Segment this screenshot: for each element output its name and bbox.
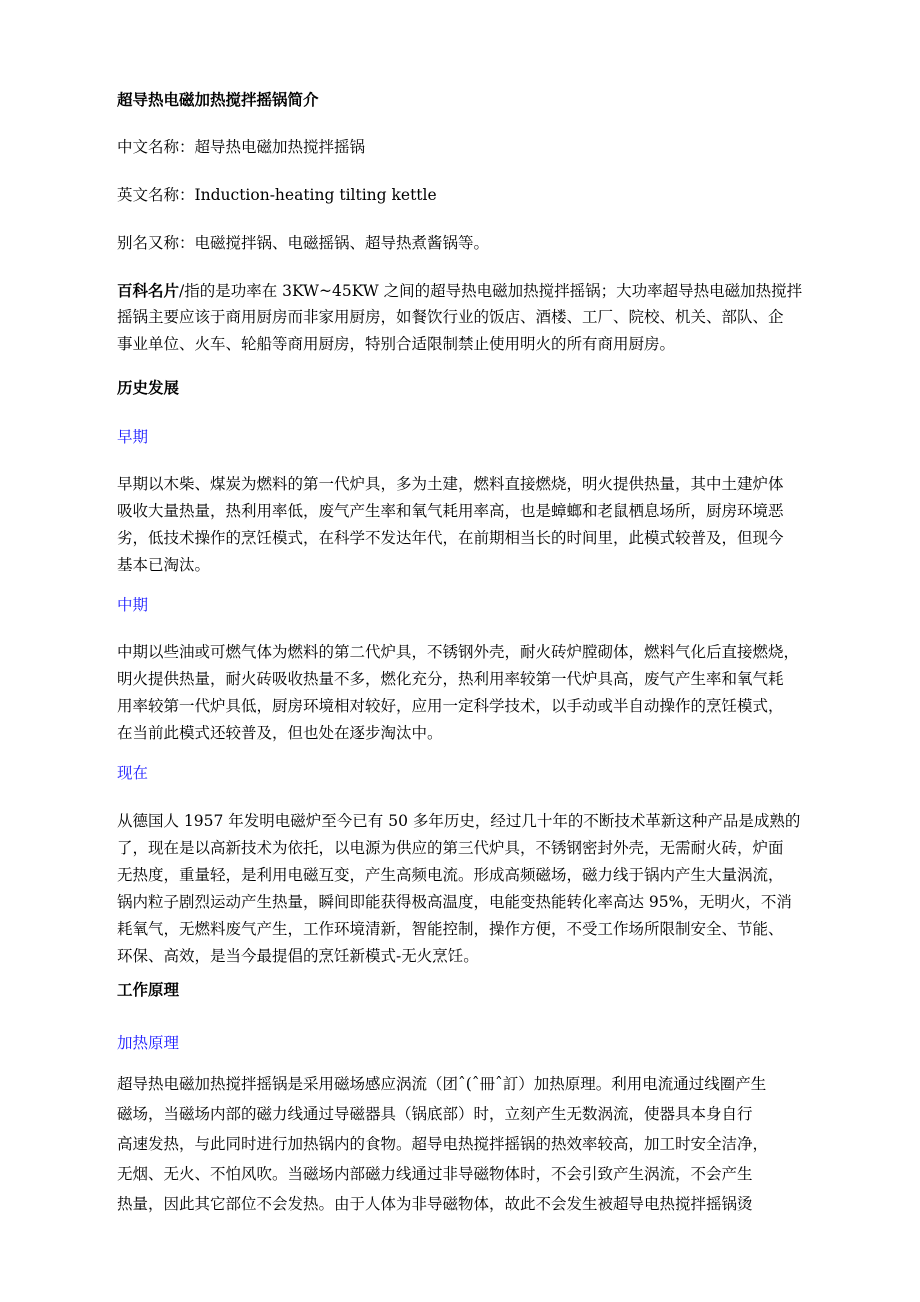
text-line: 无烟、无火、不怕风吹。当磁场内部磁力线通过非导磁物体时，不会引致产生涡流，不会产生 <box>117 1165 753 1183</box>
text-line: 早期以木柴、煤炭为燃料的第一代炉具，多为土建，燃料直接燃烧，明火提供热量，其中土建炉体 <box>117 475 784 493</box>
present-paragraph <box>117 808 827 970</box>
text-line: 热量，因此其它部位不会发热。由于人体为非导磁物体，故此不会发生被超导电热搅拌摇锅烫 <box>117 1195 753 1213</box>
text-line: 事业单位、火车、轮船等商用厨房，特别合适限制禁止使用明火的所有商用厨房。 <box>117 335 676 353</box>
text-line: 摇锅主要应该于商用厨房而非家用厨房，如餐饮行业的饭店、酒楼、工厂、院校、机关、部队、企 <box>117 308 784 326</box>
heating-subheading: 加热原理 <box>117 1034 180 1052</box>
aliases: 别名又称：电磁搅拌锅、电磁摇锅、超导热煮酱锅等。 <box>117 234 490 252</box>
text-line: 超导热电磁加热搅拌摇锅是采用磁场感应涡流（团ˆ(ˆ冊ˆ訂）加热原理。利用电流通过线圈产生 <box>117 1075 767 1093</box>
text-line: 锅内粒子剧烈运动产生热量，瞬间即能获得极高温度，电能变热能转化率高达 95%，无明火，不消 <box>117 893 792 911</box>
text-line: 用率较第一代炉具低，厨房环境相对较好，应用一定科学技术，以手动或半自动操作的烹饪模式， <box>117 697 784 715</box>
document-title: 超导热电磁加热搅拌摇锅简介 <box>117 90 319 109</box>
text-line: 中期以些油或可燃气体为燃料的第二代炉具，不锈钢外壳，耐火砖炉膛砌体，燃料气化后直接燃烧， <box>117 643 800 661</box>
text-line: 吸收大量热量，热利用率低，废气产生率和氧气耗用率高，也是蟑螂和老鼠栖息场所，厨房环境恶 <box>117 502 784 520</box>
middle-subheading: 中期 <box>117 596 149 614</box>
english-name: 英文名称：Induction-heating tilting kettle <box>117 186 437 204</box>
text-line: /指的是功率在 3KW~45KW 之间的超导热电磁加热搅拌摇锅；大功率超导热电磁加热搅拌 <box>179 282 803 300</box>
early-paragraph <box>117 471 827 579</box>
history-heading: 历史发展 <box>117 378 180 397</box>
baike-label: 百科名片 <box>117 281 180 300</box>
early-subheading: 早期 <box>117 428 149 446</box>
baike-paragraph <box>117 277 827 358</box>
text-line: 劣，低技术操作的烹饪模式，在科学不发达年代，在前期相当长的时间里，此模式较普及，但现今 <box>117 529 784 547</box>
text-line: 无热度，重量轻，是利用电磁互变，产生高频电流。形成高频磁场，磁力线于锅内产生大量涡流， <box>117 866 784 884</box>
middle-paragraph <box>117 639 827 747</box>
text-line: 高速发热，与此同时进行加热锅内的食物。超导电热搅拌摇锅的热效率较高，加工时安全洁净， <box>117 1135 769 1153</box>
text-line: 明火提供热量，耐火砖吸收热量不多，燃化充分，热利用率较第一代炉具高，废气产生率和氧气耗 <box>117 670 784 688</box>
principle-heading: 工作原理 <box>117 980 180 999</box>
present-subheading: 现在 <box>117 764 149 782</box>
text-line: 基本已淘汰。 <box>117 556 211 574</box>
text-line: 耗氧气，无燃料废气产生，工作环境清新，智能控制，操作方便，不受工作场所限制安全、节能、 <box>117 920 784 938</box>
chinese-name: 中文名称：超导热电磁加热搅拌摇锅 <box>117 138 366 156</box>
text-line: 磁场，当磁场内部的磁力线通过导磁器具（锅底部）时，立刻产生无数涡流，使器具本身自行 <box>117 1105 753 1123</box>
text-line: 在当前此模式还较普及，但也处在逐步淘汰中。 <box>117 724 443 742</box>
text-line: 了，现在是以高新技术为依托，以电源为供应的第三代炉具，不锈钢密封外壳，无需耐火砖，炉面 <box>117 839 784 857</box>
text-line: 从德国人 1957 年发明电磁炉至今已有 50 多年历史，经过几十年的不断技术革新这种产品是成熟的 <box>117 812 801 830</box>
heating-paragraph <box>117 1069 827 1219</box>
text-line: 环保、高效，是当今最提倡的烹饪新模式-无火烹饪。 <box>117 947 479 965</box>
